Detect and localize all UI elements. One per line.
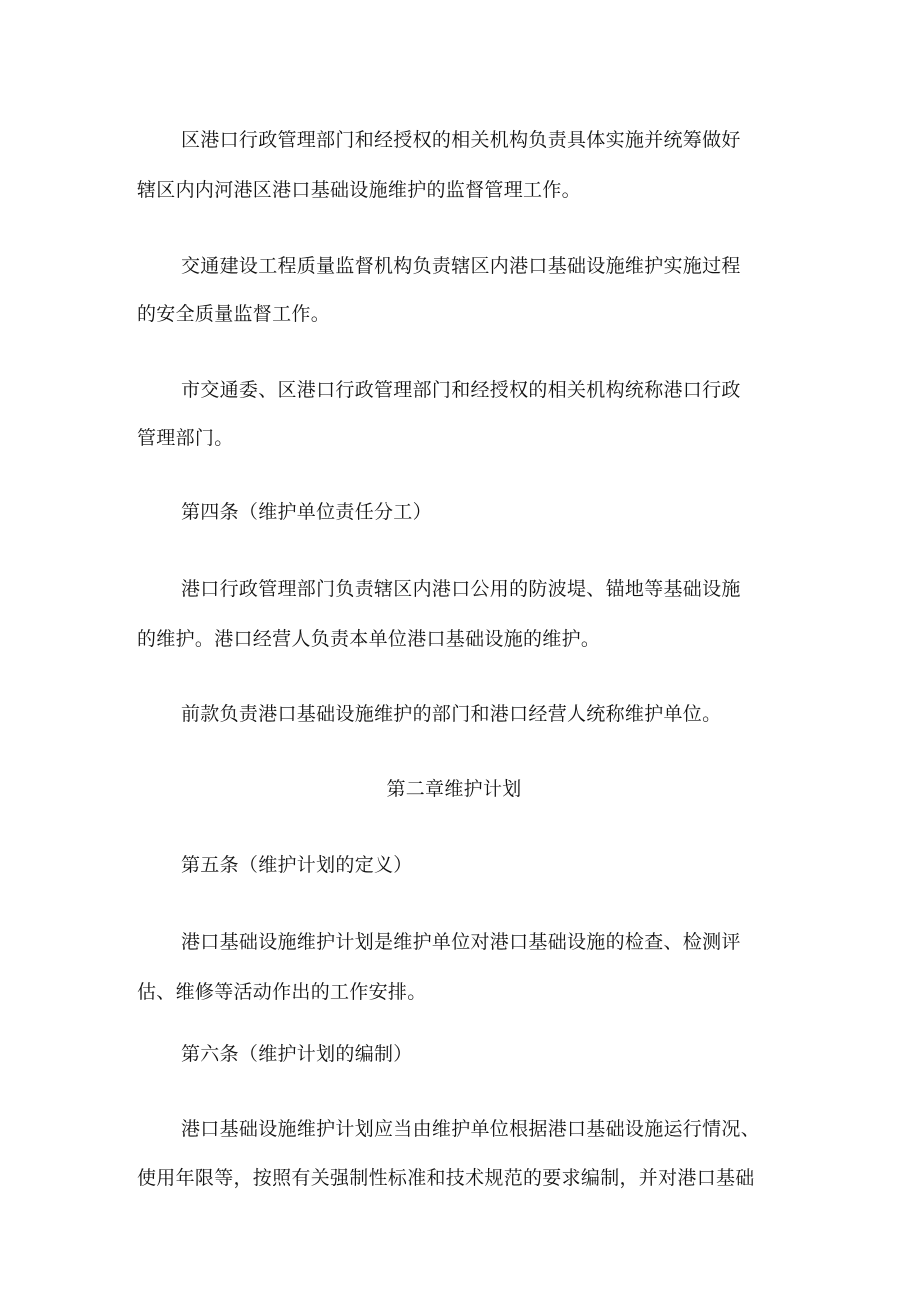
- article-heading: 第四条（维护单位责任分工）: [181, 501, 432, 523]
- paragraph-line: 港口行政管理部门负责辖区内港口公用的防波堤、锚地等基础设施: [181, 578, 741, 600]
- paragraph-line: 使用年限等，按照有关强制性标准和技术规范的要求编制，并对港口基础: [137, 1167, 755, 1189]
- paragraph-line: 港口基础设施维护计划是维护单位对港口基础设施的检查、检测评: [181, 931, 741, 953]
- paragraph-line: 前款负责港口基础设施维护的部门和港口经营人统称维护单位。: [181, 703, 722, 725]
- paragraph-line: 的安全质量监督工作。: [137, 303, 331, 325]
- chapter-heading: 第二章维护计划: [386, 778, 522, 800]
- article-heading: 第六条（维护计划的编制）: [181, 1043, 413, 1065]
- paragraph-line: 港口基础设施维护计划应当由维护单位根据港口基础设施运行情况、: [181, 1118, 761, 1140]
- paragraph-line: 估、维修等活动作出的工作安排。: [137, 981, 427, 1003]
- paragraph-line: 市交通委、区港口行政管理部门和经授权的相关机构统称港口行政: [181, 379, 741, 401]
- paragraph-line: 管理部门。: [137, 427, 234, 449]
- article-heading: 第五条（维护计划的定义）: [181, 854, 413, 876]
- paragraph-line: 的维护。港口经营人负责本单位港口基础设施的维护。: [137, 628, 601, 650]
- paragraph-line: 辖区内内河港区港口基础设施维护的监督管理工作。: [137, 179, 581, 201]
- paragraph-line: 区港口行政管理部门和经授权的相关机构负责具体实施并统筹做好: [181, 129, 741, 151]
- paragraph-line: 交通建设工程质量监督机构负责辖区内港口基础设施维护实施过程: [181, 255, 741, 277]
